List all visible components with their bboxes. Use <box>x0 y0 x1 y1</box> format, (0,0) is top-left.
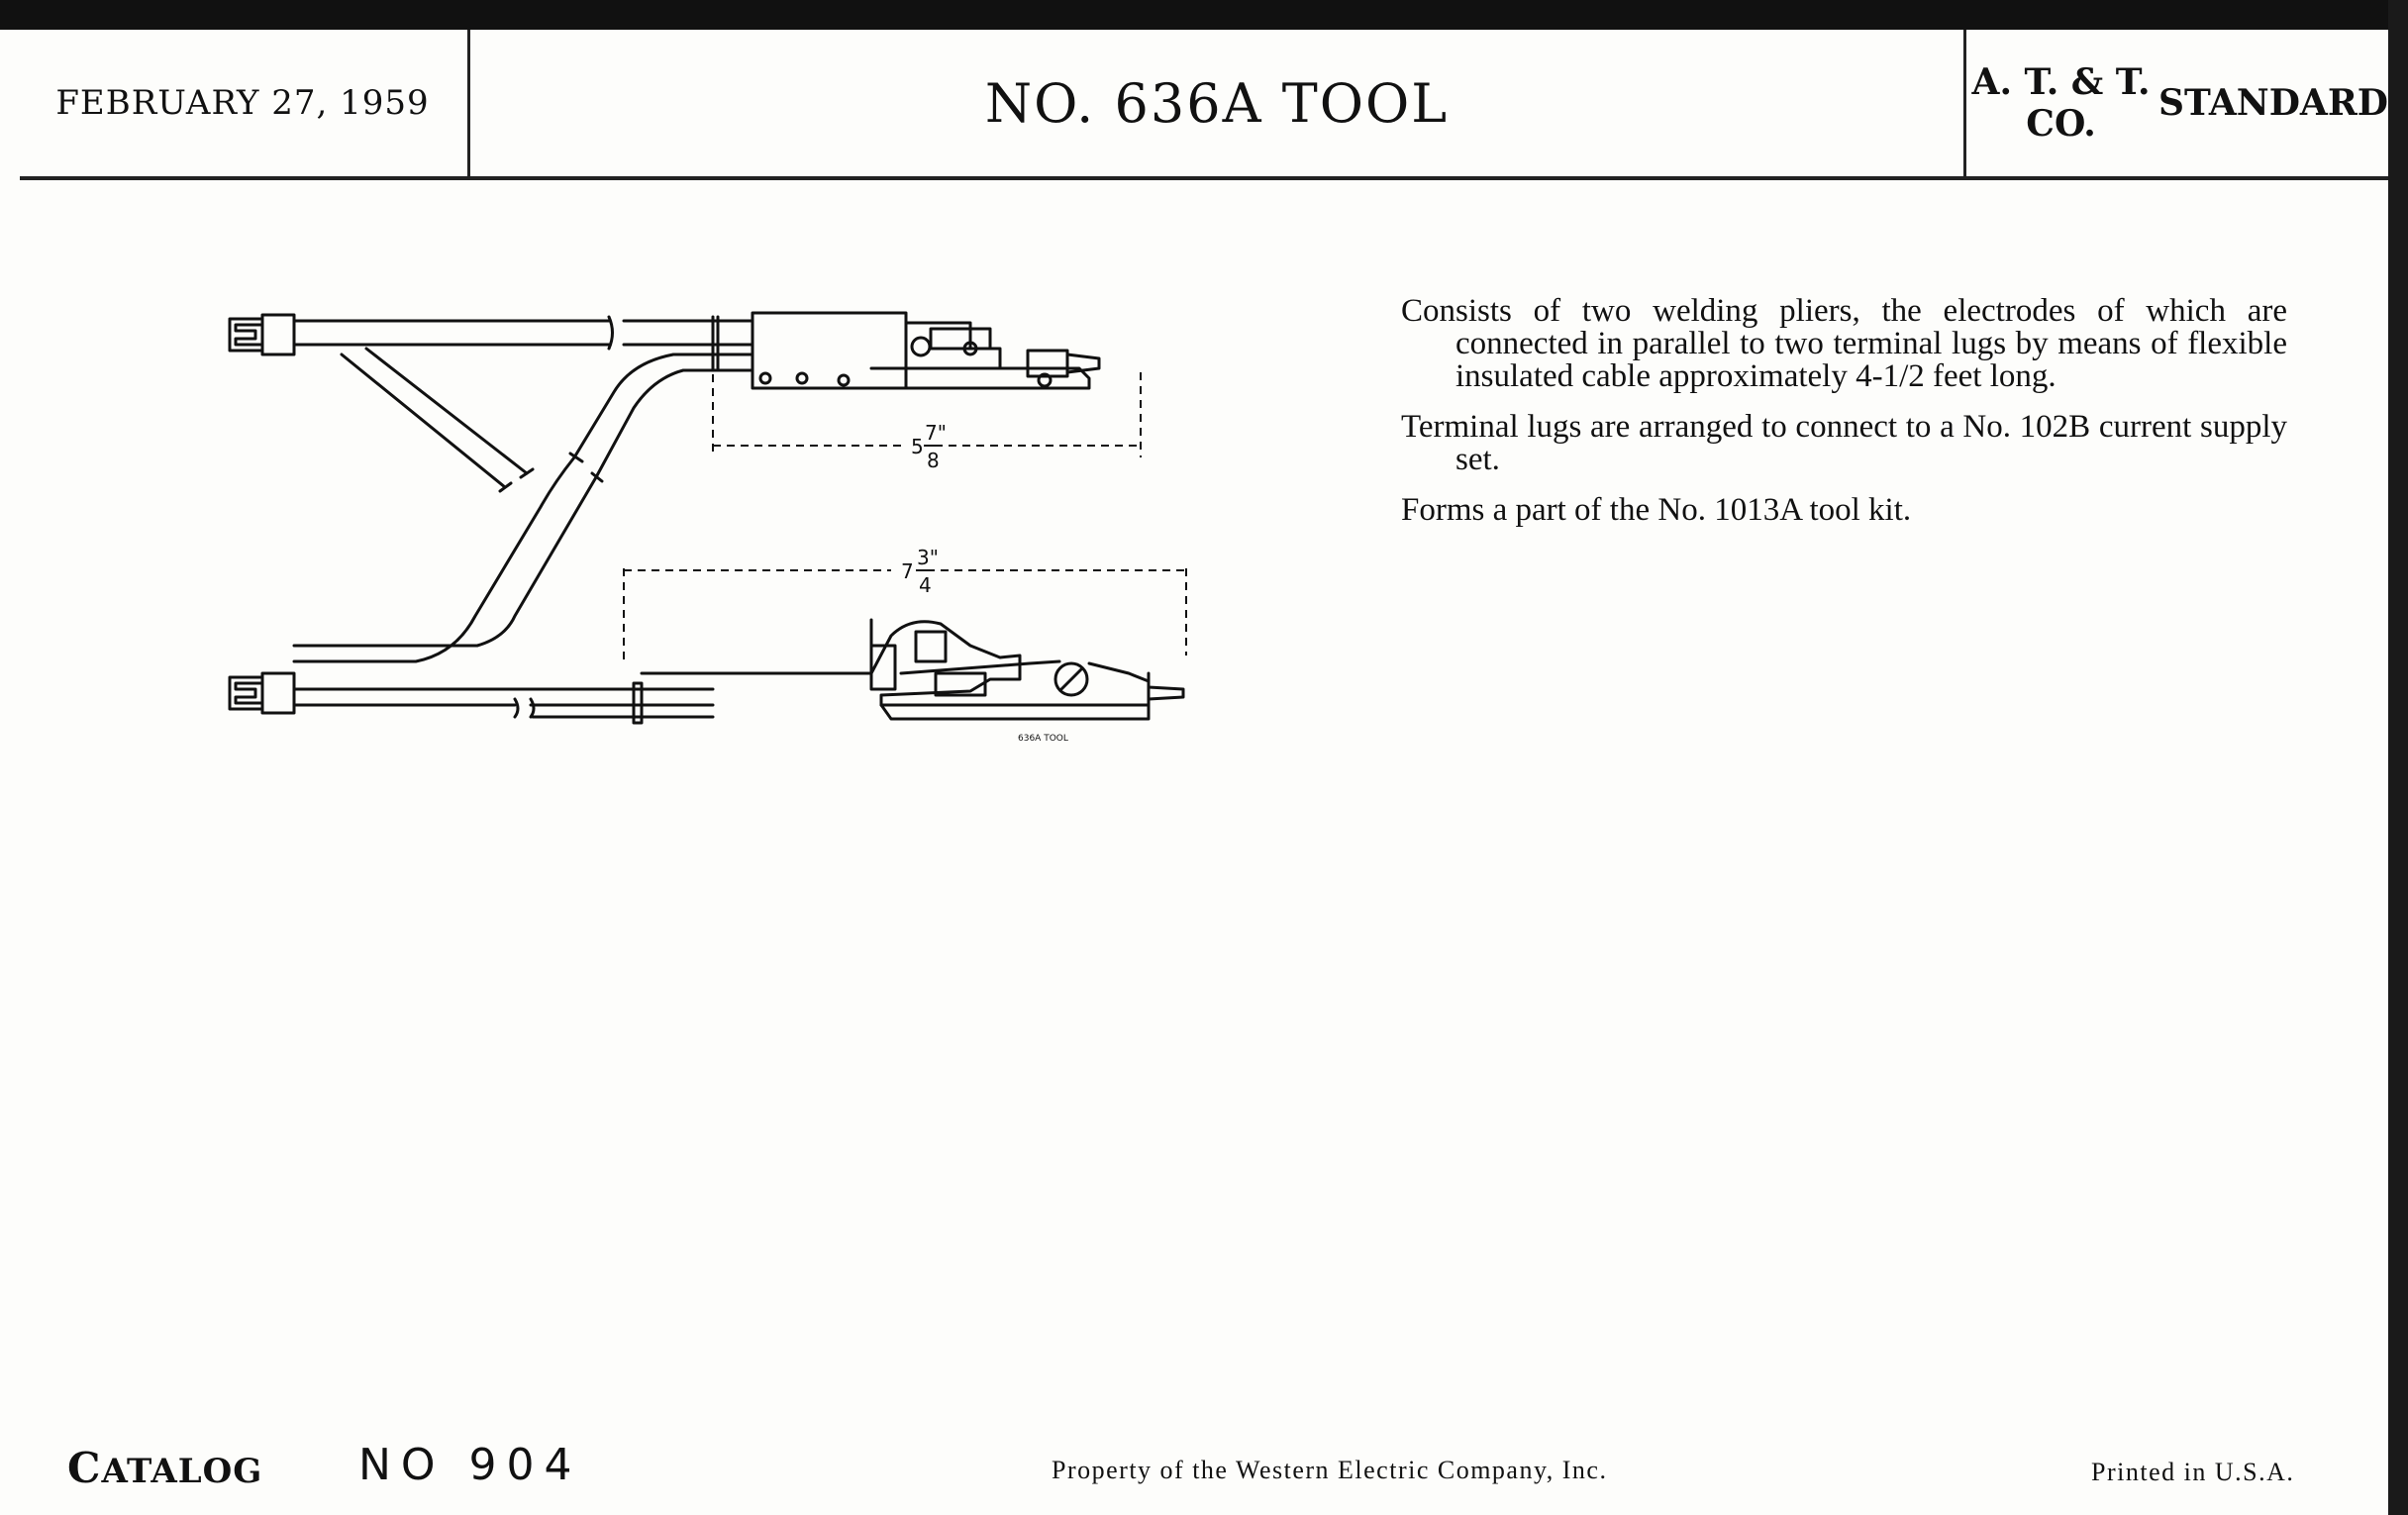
catalog-card <box>0 30 2388 1515</box>
standard-line2: STANDARD <box>2158 82 2388 124</box>
dim-lower-den: 4 <box>919 573 932 597</box>
dim-upper-whole: 5 <box>911 435 924 458</box>
dim-lower-num: 3" <box>917 546 939 569</box>
standard-label <box>1963 30 2388 176</box>
dim-upper-num: 7" <box>925 421 947 445</box>
upper-diagonal-cable <box>342 349 527 487</box>
page-title: NO. 636A TOOL <box>467 30 1966 176</box>
tool-drawing <box>218 289 1208 764</box>
lower-cable <box>294 689 713 705</box>
dim-upper-den: 8 <box>927 449 940 472</box>
standard-line1: A. T. & T. CO. <box>1971 61 2151 145</box>
catalog-number: NO 904 <box>358 1440 582 1490</box>
dim-lower-whole: 7 <box>901 559 914 583</box>
printed-notice: Printed in U.S.A. <box>2091 1458 2295 1486</box>
description-paragraph: Terminal lugs are arranged to connect to a No. 102B current supply set. <box>1401 409 2287 477</box>
scan-edge <box>2388 0 2408 1515</box>
lower-terminal-lug <box>230 677 262 709</box>
upper-cable <box>294 321 609 345</box>
description-paragraph: Forms a part of the No. 1013A tool kit. <box>1401 492 1912 528</box>
card-footer <box>0 1436 2388 1495</box>
lower-plier-handle <box>642 622 1183 705</box>
description-paragraph: Consists of two welding pliers, the electrodes of which are connected in parallel to two terminal lugs by means of flexible insulated cable approximately 4-1/2 feet long. <box>1401 293 2287 394</box>
property-notice: Property of the Western Electric Company, Inc. <box>1052 1456 1608 1484</box>
upper-cable-rise <box>574 354 752 477</box>
upper-lug-collar <box>262 315 294 354</box>
card-header <box>20 30 2388 180</box>
catalog-label: CATALOG <box>67 1444 263 1492</box>
part-mark: 636A TOOL <box>1018 734 1068 744</box>
tool-description <box>1401 295 2287 545</box>
lower-lug-collar <box>262 673 294 713</box>
lower-diagonal-cable <box>294 457 596 661</box>
upper-terminal-lug <box>230 319 262 351</box>
issue-date: FEBRUARY 27, 1959 <box>55 83 430 123</box>
upper-plier-body <box>752 313 906 388</box>
